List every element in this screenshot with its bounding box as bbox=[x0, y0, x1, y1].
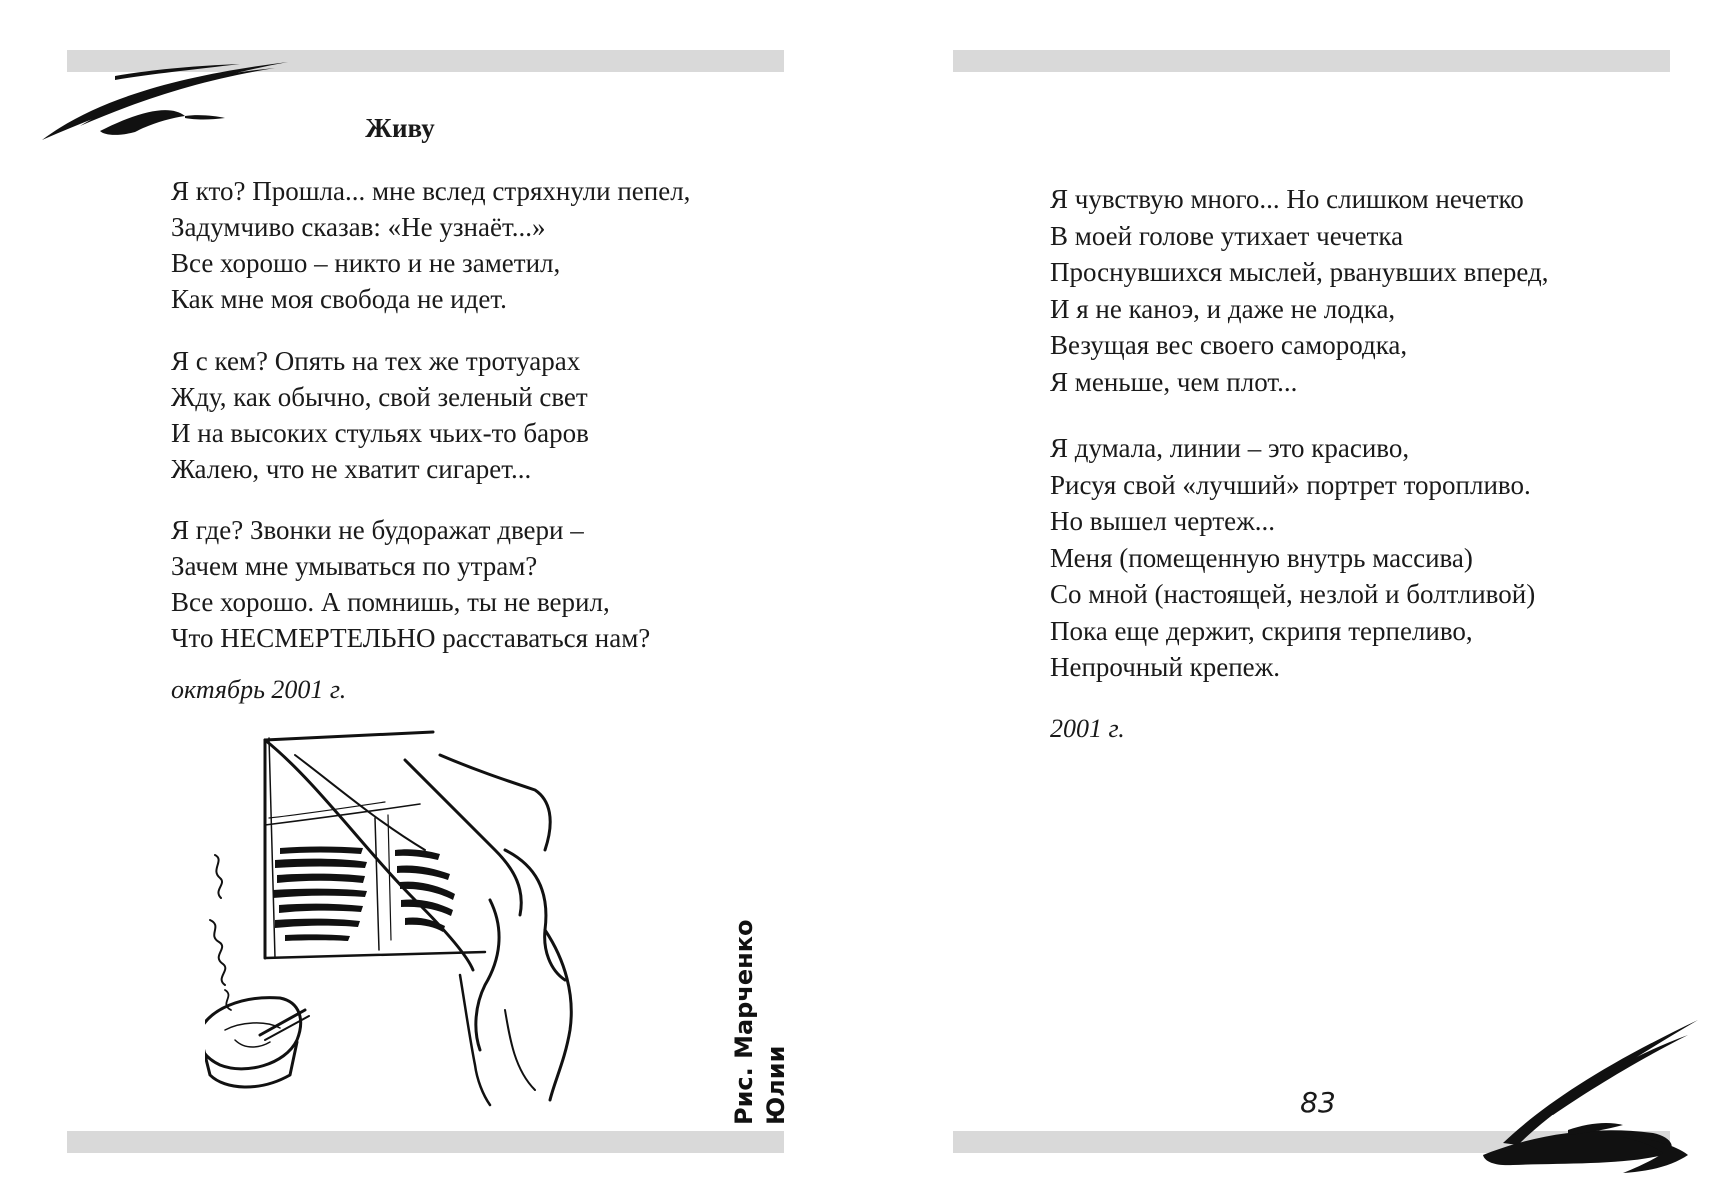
ink-sketch-illustration bbox=[205, 730, 655, 1120]
top-header-bar bbox=[953, 50, 1670, 72]
credit-line: Юлии bbox=[762, 1045, 790, 1125]
poem-line: Я чувствую много... Но слишком нечетко bbox=[1050, 184, 1524, 214]
poem-date: 2001 г. bbox=[1050, 714, 1125, 743]
poem-line: Жалею, что не хватит сигарет... bbox=[171, 454, 532, 484]
poem-line: Я меньше, чем плот... bbox=[1050, 366, 1298, 397]
poem-line: Но вышел чертеж... bbox=[1050, 506, 1276, 536]
poem-line: Меня (помещенную внутрь массива) bbox=[1050, 542, 1473, 573]
poem-line: Со мной (настоящей, незлой и болтливой) bbox=[1050, 579, 1536, 609]
poem-line: Задумчиво сказав: «Не узнаёт...» bbox=[171, 212, 546, 242]
poem-line: Рисуя свой «лучший» портрет торопливо. bbox=[1050, 469, 1531, 500]
bottom-footer-bar bbox=[67, 1131, 784, 1153]
poem-date: октябрь 2001 г. bbox=[171, 675, 347, 704]
poem-line: Что НЕСМЕРТЕЛЬНО расставаться нам? bbox=[171, 623, 651, 653]
poem-line: И я не каноэ, и даже не лодка, bbox=[1050, 293, 1396, 324]
page-number: 83 bbox=[1300, 1086, 1336, 1119]
right-page bbox=[863, 0, 1726, 1198]
stanza bbox=[171, 512, 650, 656]
illustration-credit bbox=[728, 825, 798, 1125]
poem-line: Как мне моя свобода не идет. bbox=[171, 284, 507, 314]
poem-line: Все хорошо – никто и не заметил, bbox=[171, 248, 561, 278]
poem-line: Непрочный крепеж. bbox=[1050, 652, 1281, 682]
stanza bbox=[1050, 430, 1535, 686]
stanza bbox=[171, 173, 690, 317]
poem-line: Я где? Звонки не будоражат двери – bbox=[171, 515, 584, 545]
poem-line: Я думала, линии – это красиво, bbox=[1050, 433, 1410, 463]
poem-line: Проснувшихся мыслей, рванувших вперед, bbox=[1050, 257, 1549, 287]
poem-line: Везущая вес своего самородка, bbox=[1050, 330, 1408, 360]
poem-line: Пока еще держит, скрипя терпеливо, bbox=[1050, 615, 1473, 646]
stanza bbox=[1050, 181, 1548, 400]
poem-line: И на высоких стульях чьих-то баров bbox=[171, 418, 589, 448]
brush-stroke-ornament bbox=[40, 56, 290, 146]
poem-line: Все хорошо. А помнишь, ты не верил, bbox=[171, 587, 610, 617]
poem-line: Зачем мне умываться по утрам? bbox=[171, 551, 538, 581]
poem-line: Жду, как обычно, свой зеленый свет bbox=[171, 382, 588, 412]
credit-line: Рис. Марченко bbox=[730, 919, 758, 1125]
poem-line: Я с кем? Опять на тех же тротуарах bbox=[171, 346, 581, 376]
brush-stroke-ornament bbox=[1473, 1015, 1703, 1175]
stanza bbox=[171, 343, 589, 487]
poem-title: Живу bbox=[365, 113, 435, 143]
poem-line: В моей голове утихает чечетка bbox=[1050, 220, 1404, 251]
poem-line: Я кто? Прошла... мне вслед стряхнули пепел, bbox=[171, 176, 691, 206]
